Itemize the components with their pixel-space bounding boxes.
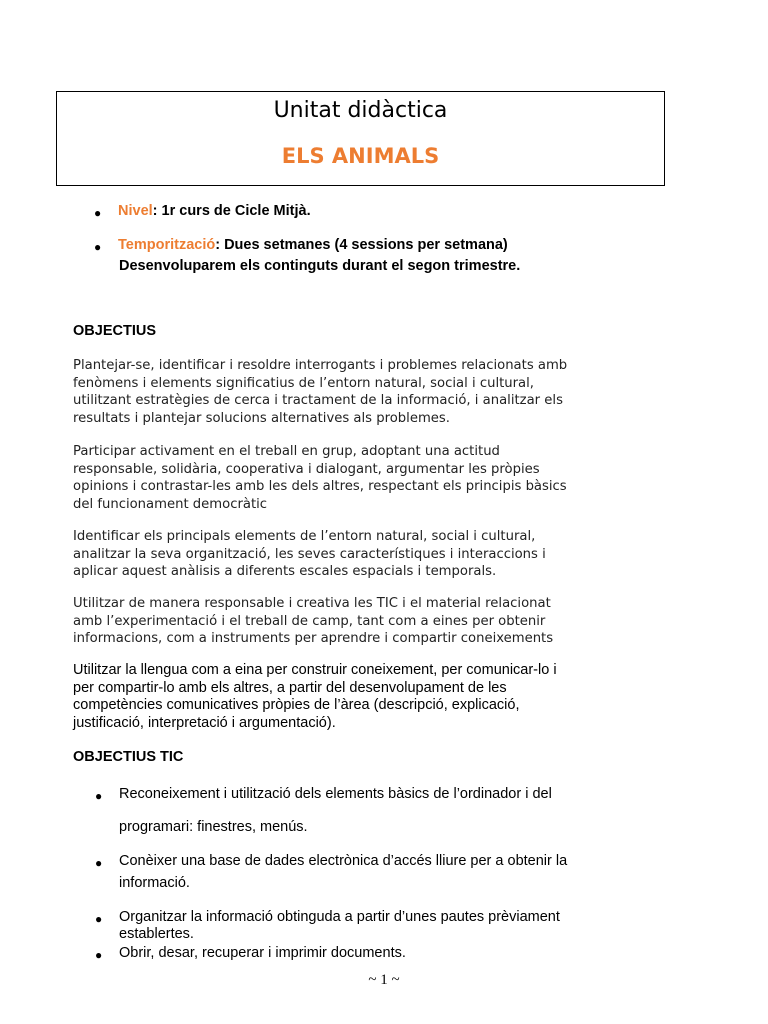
tic-item-3-line2: establertes. (119, 926, 194, 942)
bullet-dot: ● (95, 912, 103, 926)
nivel-line (118, 203, 311, 221)
tic-item-2-line1: Conèixer una base de dades electrònica d’accés lliure per a obtenir la (119, 853, 568, 869)
temporitzacio-line (118, 237, 508, 255)
bullet-dot: ● (95, 789, 103, 803)
tic-item-1-line2: programari: finestres, menús. (119, 819, 308, 835)
objectius-heading: OBJECTIUS (73, 323, 156, 339)
nivel-value: : 1r curs de Cicle Mitjà. (152, 203, 311, 219)
objectiu-paragraph-5: Utilitzar la llengua com a eina per construir coneixement, per comunicar-lo i per compartir-lo amb els altres, a partir del desenvolupament de les competències comunicatives pròpies de l’àrea (descripció, explicació, justificació, interpretació i argumentació). (73, 662, 557, 731)
page-number: ~ 1 ~ (368, 972, 400, 988)
unit-title: ELS ANIMALS (281, 144, 440, 168)
temporitzacio-detail: Desenvoluparem els continguts durant el segon trimestre. (119, 258, 521, 274)
objectius-tic-heading: OBJECTIUS TIC (73, 749, 184, 765)
bullet-dot: ● (94, 240, 102, 254)
tic-item-4: Obrir, desar, recuperar i imprimir documents. (119, 945, 406, 961)
objectiu-paragraph-3: Identificar els principals elements de l’entorn natural, social i cultural, analitzar la seva organització, les seves característiques i interaccions i aplicar aquest anàlisis a diferents escales espacials i temporals. (73, 529, 546, 579)
nivel-label: Nivel (118, 203, 153, 219)
temporitzacio-label: Temporització (118, 237, 216, 253)
objectiu-paragraph-1: Plantejar-se, identificar i resoldre interrogants i problemes relacionats amb fenòmens i elements significatius de l’entorn natural, social i cultural, utilitzant estratègies de cerca i tractament de la informació, i analitzar els resultats i plantejar solucions alternatives als problemes. (73, 358, 568, 426)
document-type-title: Unitat didàctica (273, 98, 448, 123)
temporitzacio-value: : Dues setmanes (4 sessions per setmana) (215, 237, 508, 253)
objectiu-paragraph-2: Participar activament en el treball en grup, adoptant una actitud responsable, solidària, cooperativa i dialogant, argumentar les pròpies opinions i contrastar-les amb les dels altres, respectant els principis bàsics del funcionament democràtic (73, 444, 567, 512)
tic-item-3-line1: Organitzar la informació obtinguda a partir d’unes pautes prèviament (119, 909, 560, 925)
tic-item-1-line1: Reconeixement i utilització dels elements bàsics de l’ordinador i del (119, 786, 552, 802)
bullet-dot: ● (94, 206, 102, 220)
bullet-dot: ● (95, 948, 103, 962)
title-box (56, 91, 665, 186)
tic-item-2-line2: informació. (119, 875, 190, 891)
bullet-dot: ● (95, 856, 103, 870)
objectiu-paragraph-4: Utilitzar de manera responsable i creativa les TIC i el material relacionat amb l’experimentació i el treball de camp, tant com a eines per obtenir informacions, com a instruments per aprendre i compartir coneixements (73, 596, 554, 646)
